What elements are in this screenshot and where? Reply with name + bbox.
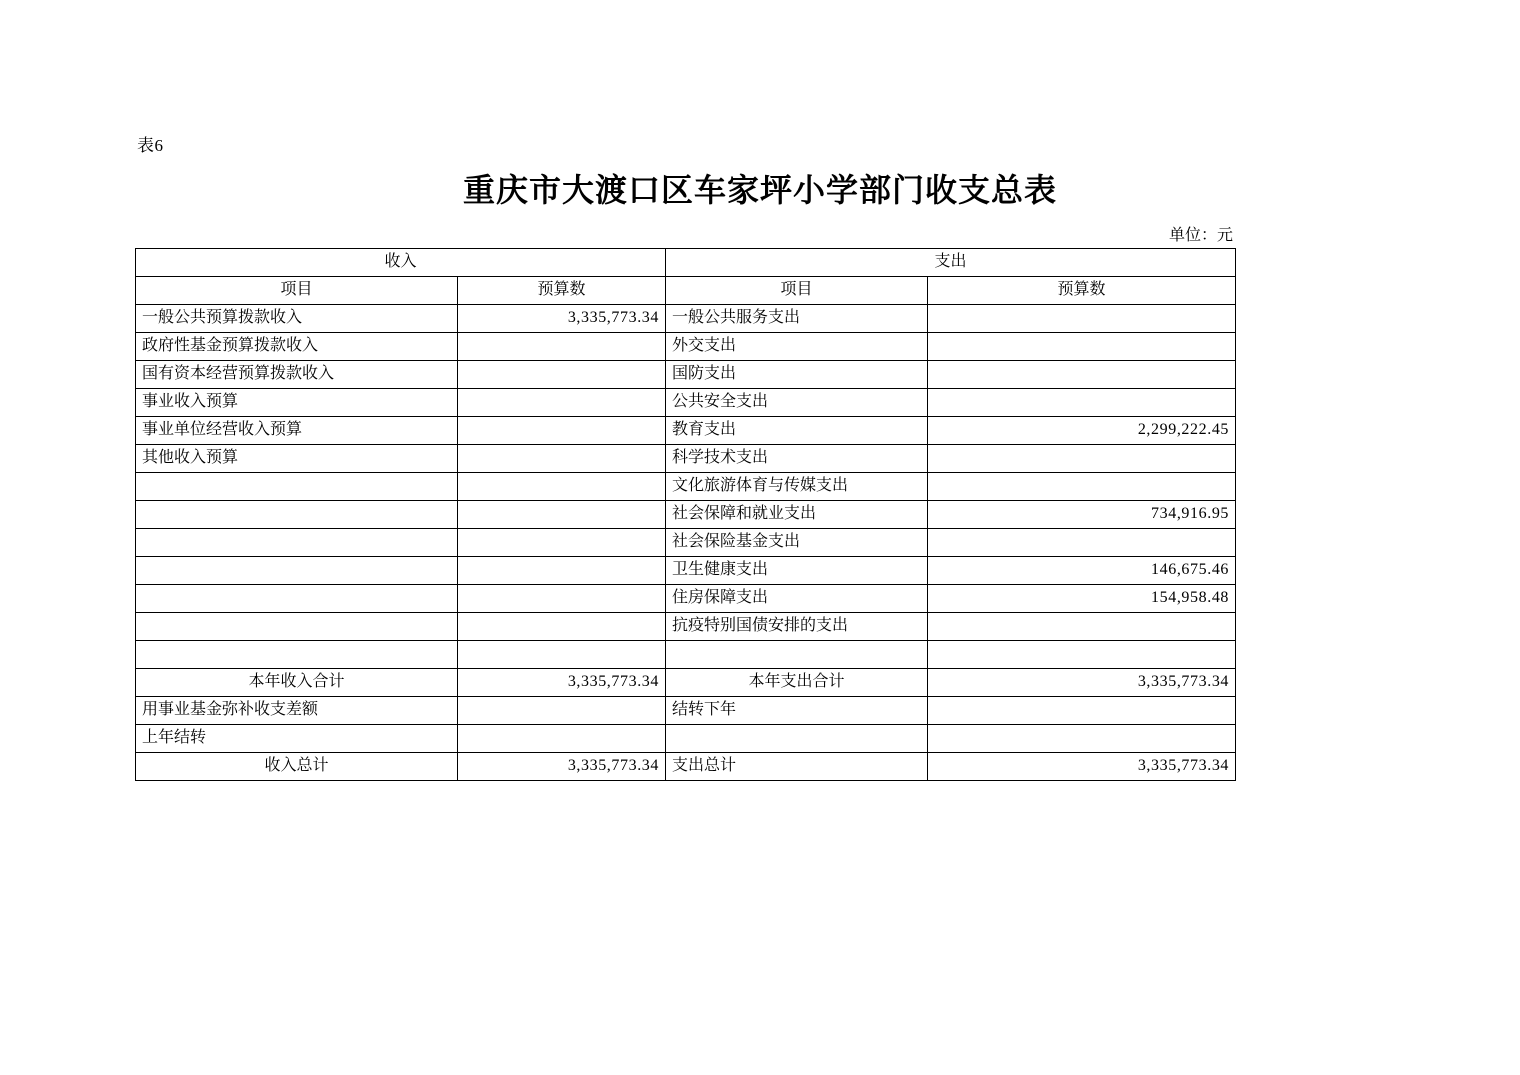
income-item — [136, 613, 458, 641]
expenditure-item: 社会保险基金支出 — [666, 529, 928, 557]
income-total-label: 收入总计 — [136, 753, 458, 781]
income-item: 国有资本经营预算拨款收入 — [136, 361, 458, 389]
expenditure-item: 抗疫特别国债安排的支出 — [666, 613, 928, 641]
income-budget — [458, 557, 666, 585]
income-budget — [458, 473, 666, 501]
table-total-row — [136, 753, 1236, 781]
expenditure-item — [666, 725, 928, 753]
expenditure-budget — [928, 697, 1236, 725]
column-header-expenditure-item: 项目 — [666, 277, 928, 305]
expenditure-budget — [928, 445, 1236, 473]
table-row — [136, 501, 1236, 529]
expenditure-budget — [928, 641, 1236, 669]
expenditure-budget — [928, 361, 1236, 389]
table-row — [136, 361, 1236, 389]
expenditure-item: 结转下年 — [666, 697, 928, 725]
income-item: 其他收入预算 — [136, 445, 458, 473]
income-budget — [458, 333, 666, 361]
income-item — [136, 529, 458, 557]
budget-summary-table — [135, 248, 1236, 781]
table-row — [136, 641, 1236, 669]
income-budget — [458, 529, 666, 557]
expenditure-subtotal-value: 3,335,773.34 — [928, 669, 1236, 697]
expenditure-item — [666, 641, 928, 669]
income-budget — [458, 389, 666, 417]
expenditure-item: 国防支出 — [666, 361, 928, 389]
table-group-header-row — [136, 249, 1236, 277]
income-subtotal-label: 本年收入合计 — [136, 669, 458, 697]
income-budget — [458, 641, 666, 669]
income-total-value: 3,335,773.34 — [458, 753, 666, 781]
income-item — [136, 473, 458, 501]
income-item: 事业收入预算 — [136, 389, 458, 417]
table-row — [136, 417, 1236, 445]
table-row — [136, 389, 1236, 417]
income-budget — [458, 417, 666, 445]
expenditure-budget: 146,675.46 — [928, 557, 1236, 585]
income-budget: 3,335,773.34 — [458, 305, 666, 333]
column-header-expenditure-budget: 预算数 — [928, 277, 1236, 305]
table-subtotal-row — [136, 669, 1236, 697]
income-item: 政府性基金预算拨款收入 — [136, 333, 458, 361]
table-row — [136, 333, 1236, 361]
income-budget — [458, 613, 666, 641]
expenditure-budget — [928, 613, 1236, 641]
expenditure-item: 社会保障和就业支出 — [666, 501, 928, 529]
table-row — [136, 305, 1236, 333]
expenditure-budget: 154,958.48 — [928, 585, 1236, 613]
expenditure-item: 教育支出 — [666, 417, 928, 445]
expenditure-item: 卫生健康支出 — [666, 557, 928, 585]
income-item — [136, 557, 458, 585]
income-budget — [458, 445, 666, 473]
income-item — [136, 501, 458, 529]
income-budget — [458, 501, 666, 529]
expenditure-budget — [928, 333, 1236, 361]
page-title: 重庆市大渡口区车家坪小学部门收支总表 — [462, 172, 1057, 208]
expenditure-subtotal-label: 本年支出合计 — [666, 669, 928, 697]
table-label: 表6 — [137, 136, 164, 155]
expenditure-item: 文化旅游体育与传媒支出 — [666, 473, 928, 501]
table-row — [136, 473, 1236, 501]
expenditure-budget — [928, 725, 1236, 753]
expenditure-budget — [928, 305, 1236, 333]
column-header-income-budget: 预算数 — [458, 277, 666, 305]
expenditure-budget — [928, 473, 1236, 501]
table-row — [136, 585, 1236, 613]
group-header-expenditure: 支出 — [666, 249, 1236, 277]
income-item — [136, 585, 458, 613]
table-row — [136, 613, 1236, 641]
table-row — [136, 445, 1236, 473]
expenditure-budget — [928, 529, 1236, 557]
column-header-income-item: 项目 — [136, 277, 458, 305]
income-budget — [458, 361, 666, 389]
expenditure-item: 住房保障支出 — [666, 585, 928, 613]
expenditure-total-value: 3,335,773.34 — [928, 753, 1236, 781]
expenditure-item: 公共安全支出 — [666, 389, 928, 417]
group-header-income: 收入 — [136, 249, 666, 277]
income-item — [136, 641, 458, 669]
income-item: 用事业基金弥补收支差额 — [136, 697, 458, 725]
table-row — [136, 557, 1236, 585]
expenditure-budget — [928, 389, 1236, 417]
expenditure-budget: 734,916.95 — [928, 501, 1236, 529]
income-subtotal-value: 3,335,773.34 — [458, 669, 666, 697]
expenditure-item: 科学技术支出 — [666, 445, 928, 473]
expenditure-item: 外交支出 — [666, 333, 928, 361]
expenditure-item: 一般公共服务支出 — [666, 305, 928, 333]
income-item: 上年结转 — [136, 725, 458, 753]
expenditure-budget: 2,299,222.45 — [928, 417, 1236, 445]
expenditure-total-label: 支出总计 — [666, 753, 928, 781]
income-budget — [458, 725, 666, 753]
unit-note: 单位：元 — [1168, 227, 1233, 244]
table-column-header-row — [136, 277, 1236, 305]
income-budget — [458, 585, 666, 613]
table-row — [136, 725, 1236, 753]
income-item: 一般公共预算拨款收入 — [136, 305, 458, 333]
table-row — [136, 529, 1236, 557]
income-item: 事业单位经营收入预算 — [136, 417, 458, 445]
table-row — [136, 697, 1236, 725]
income-budget — [458, 697, 666, 725]
